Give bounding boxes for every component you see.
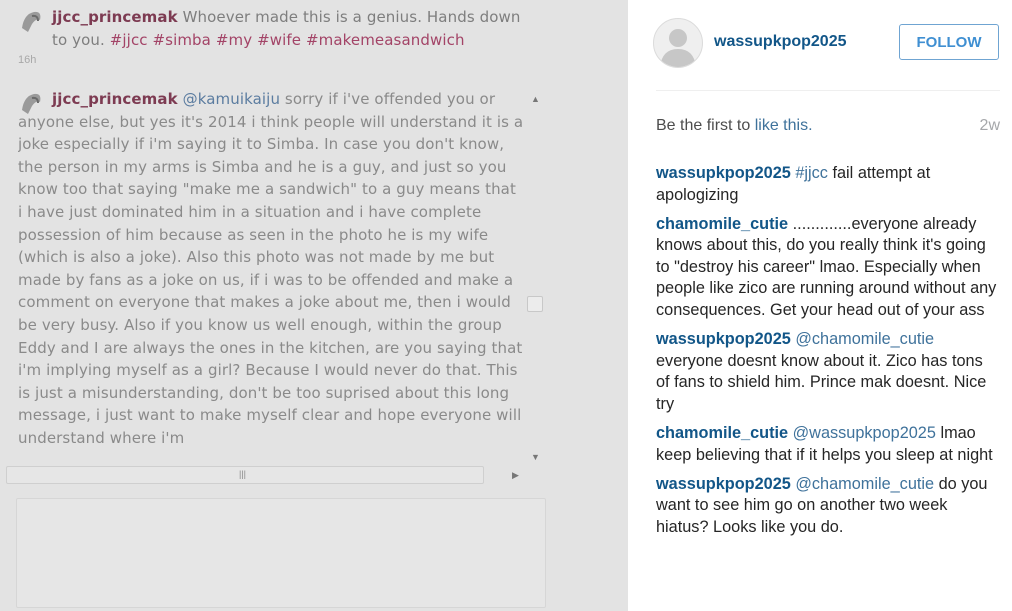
comment-mention[interactable]: @chamomile_cutie — [795, 330, 935, 349]
checkbox-icon — [527, 296, 543, 312]
comment-list — [656, 163, 1000, 546]
comment-username[interactable]: chamomile_cutie — [656, 424, 789, 443]
comment-time: 16h — [18, 54, 37, 67]
comment-input-area — [16, 498, 546, 608]
comment-username[interactable]: wassupkpop2025 — [656, 330, 791, 349]
image-comment-2: jjcc_princemak @kamuikaiju sorry if i've offended you or anyone else, but yes it's 2014 i think people will understand it is a joke especially if i'm saying it to Simba. In case you don't know, the person in my arms is Simba and he is a guy, and just so you know too that saying "make me a sandwich" to a guy means that i have just dominated him in a situation and i have complete possession of him because as seen in the photo he is my wife (which is also a joke). Also this photo was not made by me but made by fans as a joke on us, if i was to be offended and make a comment on everyone that makes a joke about me, then i would be very busy. Also if you know us well enough, within the group Eddy and I are always the ones in the kitchen, are you saying that i'm implying myself as a girl? Because I would never do that. This is just a misunderstanding, don't be too suprised about this long message, i just want to make myself clear and hope everyone will understand where i'm — [18, 90, 524, 447]
grip-icon: ||| — [239, 469, 247, 479]
post-age[interactable]: 2w — [979, 117, 1000, 134]
comment-mention[interactable]: @wassupkpop2025 — [792, 424, 936, 443]
comment-username[interactable]: chamomile_cutie — [656, 214, 789, 233]
scroll-right-icon: ▶ — [512, 470, 519, 480]
post-username[interactable]: wassupkpop2025 — [714, 33, 847, 50]
user-avatar-icon — [654, 19, 702, 67]
list-item: wassupkpop2025 @chamomile_cutie do you want to see him go on another two week hiatus? Looks like you do. — [656, 474, 988, 536]
horizontal-scrollbar — [6, 466, 484, 484]
follow-button[interactable]: FOLLOW — [899, 24, 999, 60]
list-item: chamomile_cutie .............everyone already knows about this, do you really think it's going to "destroy his career" lmao. Especially when people like zico are running around without any consequences. Get your head out of your ass — [656, 214, 997, 320]
avatar[interactable] — [653, 18, 703, 68]
comment-username[interactable]: wassupkpop2025 — [656, 164, 791, 182]
comment-hashtag[interactable]: #jjcc — [795, 164, 828, 182]
commenter-avatar — [18, 6, 48, 36]
post-header — [628, 0, 1012, 88]
list-item: wassupkpop2025 #jjcc fail attempt at apologizing — [656, 164, 931, 204]
list-item: chamomile_cutie @wassupkpop2025 lmao keep believing that if it helps you sleep at night — [656, 424, 993, 464]
image-comment-1: jjcc_princemak Whoever made this is a genius. Hands down to you. #jjcc #simba #my #wife #makemeasandwich 16h — [18, 6, 538, 66]
scroll-down-icon: ▼ — [531, 452, 540, 462]
commenter-avatar — [18, 88, 48, 118]
post-sidebar — [628, 0, 1012, 611]
comment-username[interactable]: wassupkpop2025 — [656, 474, 791, 493]
header-divider — [656, 90, 1000, 91]
list-item: wassupkpop2025 @chamomile_cutie everyone doesnt know about it. Zico has tons of fans to shield him. Prince mak doesnt. Nice try — [656, 330, 987, 413]
comment-mention[interactable]: @chamomile_cutie — [795, 474, 935, 493]
likes-row: Be the first to like this. 2w — [656, 117, 1000, 134]
scroll-up-icon: ▲ — [531, 94, 540, 104]
like-link[interactable]: like this. — [754, 117, 813, 134]
